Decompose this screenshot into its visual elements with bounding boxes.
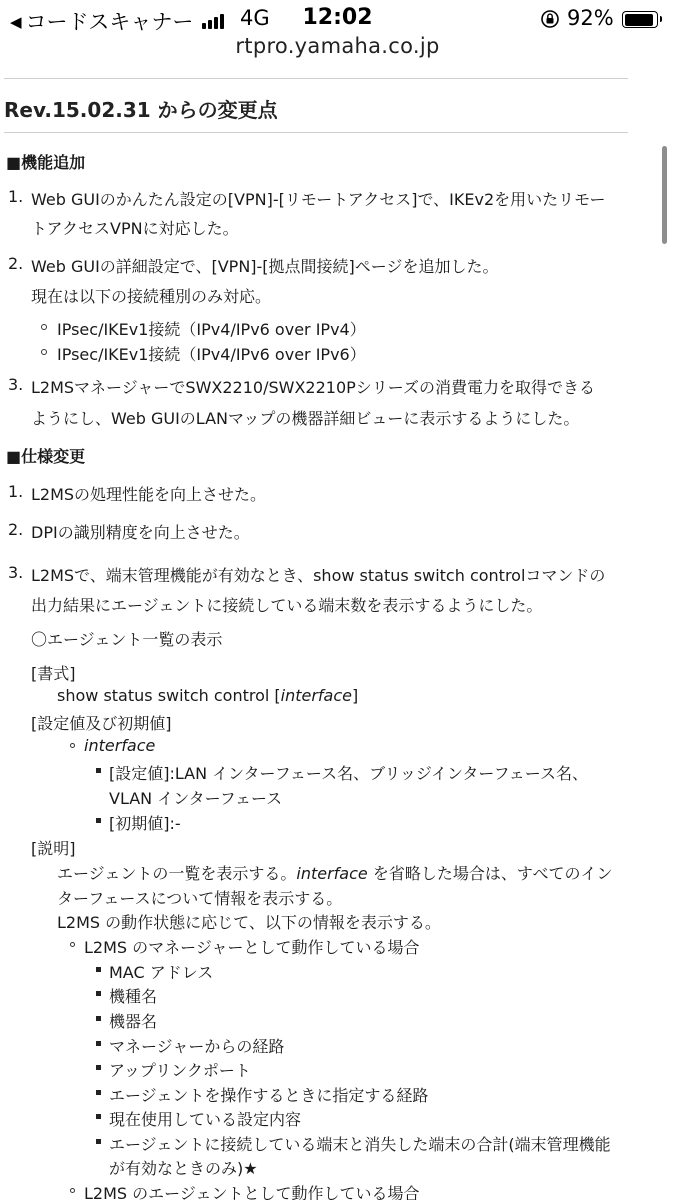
description-text: ターフェースについて情報を表示する。 bbox=[57, 889, 343, 908]
list-item: 機器名 bbox=[109, 1012, 158, 1031]
square-bullet-icon bbox=[96, 1041, 101, 1046]
sub-list-item: IPsec/IKEv1接続（IPv4/IPv6 over IPv6） bbox=[57, 345, 366, 364]
description-text: エージェントの一覧を表示する。interface を省略した場合は、すべてのイン bbox=[57, 864, 613, 883]
battery-icon bbox=[622, 11, 658, 28]
section-heading-features: ■機能追加 bbox=[6, 153, 86, 172]
list-item-continuation: が有効なときのみ)★ bbox=[109, 1159, 258, 1178]
agent-case-heading: L2MS のエージェントとして動作している場合 bbox=[84, 1184, 420, 1200]
parameter-name: interface bbox=[84, 736, 156, 755]
url-bar[interactable]: rtpro.yamaha.co.jp bbox=[235, 34, 440, 58]
square-bullet-icon bbox=[96, 1016, 101, 1021]
title-divider bbox=[4, 132, 628, 133]
list-item-text: Web GUIのかんたん設定の[VPN]-[リモートアクセス]で、IKEv2を用いたリモー bbox=[31, 190, 606, 209]
list-number: 2. bbox=[8, 520, 24, 539]
back-arrow-icon: ◀ bbox=[10, 13, 22, 31]
list-item-text: 出力結果にエージェントに接続している端末数を表示するようにした。 bbox=[31, 596, 543, 615]
square-bullet-icon bbox=[96, 1090, 101, 1095]
section-heading-spec-changes: ■仕様変更 bbox=[6, 447, 86, 466]
manager-case-heading: L2MS のマネージャーとして動作している場合 bbox=[84, 938, 420, 957]
list-number: 1. bbox=[8, 187, 24, 206]
setting-value: [設定値]:LAN インターフェース名、ブリッジインターフェース名、 bbox=[109, 764, 588, 783]
status-bar bbox=[0, 0, 675, 38]
list-item-text: Web GUIの詳細設定で、[VPN]-[拠点間接続]ページを追加した。 bbox=[31, 257, 499, 276]
list-item: エージェントに接続している端末と消失した端末の合計(端末管理機能 bbox=[109, 1135, 611, 1154]
back-app-label: コードスキャナー bbox=[25, 10, 194, 34]
battery-level bbox=[625, 14, 654, 26]
square-bullet-icon bbox=[96, 768, 101, 773]
sub-list-item: IPsec/IKEv1接続（IPv4/IPv6 over IPv4） bbox=[57, 320, 366, 339]
list-number: 3. bbox=[8, 563, 24, 582]
settings-label: [設定値及び初期値] bbox=[31, 714, 172, 733]
circle-bullet-icon bbox=[70, 1188, 75, 1193]
list-item: 機種名 bbox=[109, 987, 158, 1006]
clock: 12:02 bbox=[302, 5, 373, 30]
format-label: [書式] bbox=[31, 664, 76, 683]
list-item-text: トアクセスVPNに対応した。 bbox=[31, 219, 239, 238]
square-bullet-icon bbox=[96, 1139, 101, 1144]
circle-bullet-icon bbox=[41, 349, 47, 355]
list-number: 1. bbox=[8, 482, 24, 501]
circle-bullet-icon bbox=[70, 743, 75, 748]
command-syntax: show status switch control [interface] bbox=[57, 686, 359, 705]
page-title: Rev.15.02.31 からの変更点 bbox=[4, 98, 278, 122]
detail-subtitle: 〇エージェント一覧の表示 bbox=[31, 630, 223, 649]
list-item-text: DPIの識別精度を向上させた。 bbox=[31, 523, 250, 542]
list-number: 3. bbox=[8, 375, 24, 394]
list-number: 2. bbox=[8, 254, 24, 273]
square-bullet-icon bbox=[96, 818, 101, 823]
battery-percent: 92% bbox=[567, 6, 614, 30]
list-item-text: ようにし、Web GUIのLANマップの機器詳細ビューに表示するようにした。 bbox=[31, 409, 580, 428]
orientation-lock-icon bbox=[540, 9, 560, 29]
setting-value: VLAN インターフェース bbox=[109, 789, 283, 808]
list-item-text: 現在は以下の接続種別のみ対応。 bbox=[31, 287, 272, 306]
square-bullet-icon bbox=[96, 1114, 101, 1119]
network-type: 4G bbox=[240, 6, 270, 30]
list-item: アップリンクポート bbox=[109, 1061, 251, 1080]
list-item: マネージャーからの経路 bbox=[109, 1037, 285, 1056]
description-text: L2MS の動作状態に応じて、以下の情報を表示する。 bbox=[57, 913, 441, 932]
list-item: 現在使用している設定内容 bbox=[109, 1110, 302, 1129]
circle-bullet-icon bbox=[41, 324, 47, 330]
circle-bullet-icon bbox=[70, 942, 75, 947]
list-item-text: L2MSの処理性能を向上させた。 bbox=[31, 485, 267, 504]
square-bullet-icon bbox=[96, 967, 101, 972]
initial-value: [初期値]:- bbox=[109, 814, 181, 833]
list-item: エージェントを操作するときに指定する経路 bbox=[109, 1086, 429, 1105]
square-bullet-icon bbox=[96, 991, 101, 996]
square-bullet-icon bbox=[96, 1065, 101, 1070]
list-item-text: L2MSで、端末管理機能が有効なとき、show status switch controlコマンドの bbox=[31, 566, 606, 585]
toolbar-divider bbox=[4, 78, 628, 79]
scrollbar-thumb[interactable] bbox=[662, 146, 667, 244]
list-item: MAC アドレス bbox=[109, 963, 214, 982]
list-item-text: L2MSマネージャーでSWX2210/SWX2210Pシリーズの消費電力を取得できる bbox=[31, 378, 595, 397]
description-label: [説明] bbox=[31, 839, 76, 858]
